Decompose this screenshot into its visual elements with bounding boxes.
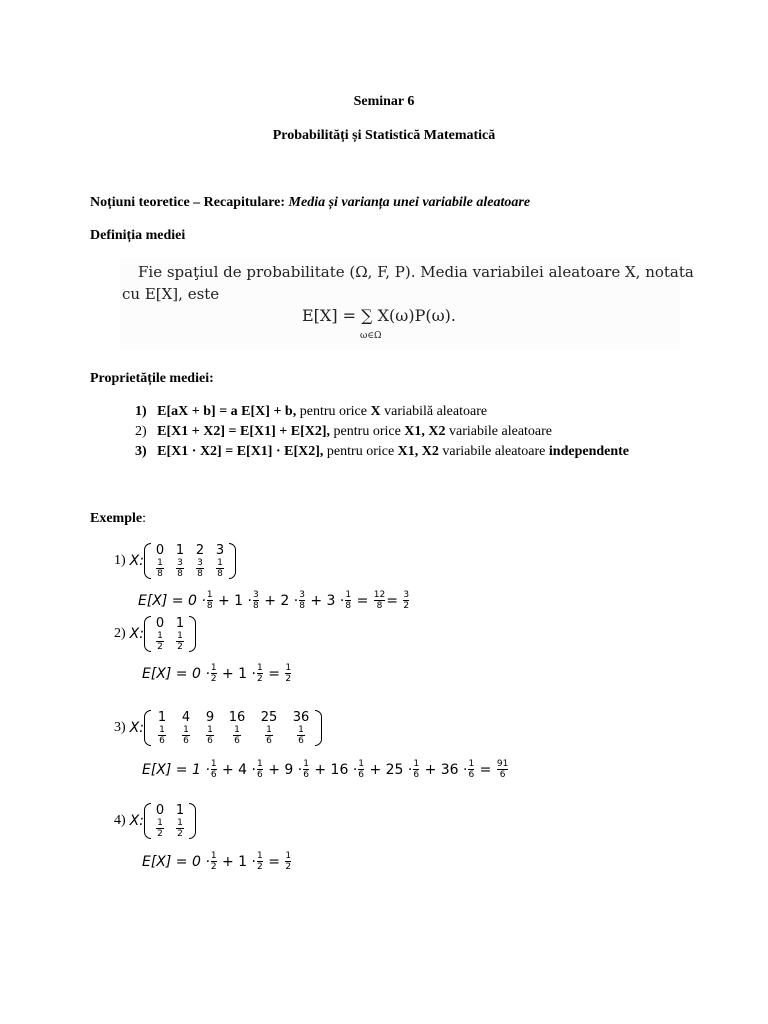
fraction: $\frac{3}{2}$ [403,590,410,611]
fraction: $\frac{12}{8}$ [373,590,386,611]
definition-sum-index: ω∈Ω [360,331,382,341]
fraction: $\frac{1}{6}$ [468,759,475,780]
prob-cell: 1 6 [298,725,304,746]
fraction: $\frac{91}{6}$ [496,759,509,780]
example-4 [114,803,196,839]
value-cell: 0 [155,803,165,818]
term: + 1 · [222,665,256,682]
fraction: $\frac{1}{6}$ [358,759,365,780]
term: + 4 · [222,761,256,778]
example-4-num: 4) [114,813,126,828]
example-3-num: 3) [114,720,126,735]
example-2-num: 2) [114,626,126,641]
value-cell: 36 [292,710,310,725]
exemple-colon: : [142,511,146,526]
fraction: $\frac{1}{6}$ [413,759,420,780]
value-cell: 9 [205,710,215,725]
value-cell: 16 [228,710,246,725]
proprietati-heading: Proprietățile mediei: [90,371,214,386]
x-label: X: [129,720,144,736]
fraction: $\frac{1}{6}$ [257,759,263,780]
prob-cell: 1 6 [183,725,189,746]
value-cell: 4 [181,710,191,725]
definition-line1: Fie spaţiul de probabilitate (Ω, F, P). Media variabilei aleatoare X, notata [138,263,694,281]
expectation-lhs: E[X] = 1 · [142,761,210,778]
definitia-heading: Definiția mediei [90,228,186,243]
equals: = [479,761,492,778]
property-2 [135,424,552,440]
property-1 [135,404,487,420]
fraction: $\frac{1}{2}$ [210,663,217,684]
fraction: $\frac{1}{8}$ [345,590,352,611]
expectation-2 [142,663,292,684]
expectation-3 [142,759,509,780]
fraction: $\frac{1}{2}$ [285,663,292,684]
property-2-text: pentru orice [330,424,405,439]
prob-cell: 1 2 [177,818,183,839]
right-paren [189,616,196,652]
fraction: $\frac{1}{6}$ [210,759,217,780]
definition-box [120,258,694,350]
equals: = [386,592,398,609]
prob-cell: 3 8 [197,558,203,579]
example-2 [114,616,196,652]
value-cell: 1 [175,616,185,631]
distribution-matrix [144,803,196,839]
value-cell: 3 [215,543,225,558]
property-3-num: 3) [135,444,147,459]
term: + 3 · [310,592,345,609]
property-1-num: 1) [135,404,147,419]
prob-cell: 3 8 [177,558,183,579]
term: + 9 · [268,761,303,778]
distribution-matrix [144,616,196,652]
prob-cell: 1 6 [266,725,272,746]
left-paren [144,710,151,746]
fraction: $\frac{1}{2}$ [285,851,292,872]
fraction: $\frac{1}{6}$ [303,759,309,780]
property-3-end: independente [548,444,630,459]
expectation-lhs: E[X] = 0 · [142,665,210,682]
property-1-rest: variabilă aleatoare [380,404,488,419]
property-3 [135,444,629,460]
fraction: $\frac{3}{8}$ [299,590,305,611]
fraction: $\frac{3}{8}$ [253,590,259,611]
prob-cell: 1 8 [157,558,163,579]
exemple-heading [90,511,146,527]
property-1-formula: E[aX + b] = a E[X] + b, [157,404,297,419]
fraction: $\frac{1}{2}$ [210,851,217,872]
definition-line2: cu E[X], este [122,285,220,303]
equals: = [356,592,369,609]
left-paren [144,543,151,579]
value-cell: 25 [260,710,278,725]
example-1-num: 1) [114,553,126,568]
prob-cell: 1 6 [159,725,165,746]
notiuni-label: Noțiuni teoretice – Recapitulare: [90,195,286,210]
term: + 1 · [218,592,252,609]
equals: = [268,853,280,870]
x-label: X: [129,813,144,829]
term: + 16 · [314,761,358,778]
expectation-4 [142,851,292,872]
property-3-rest: variabile aleatoare [438,444,549,459]
prob-cell: 1 6 [234,725,240,746]
example-3 [114,710,322,746]
notiuni-line [90,195,530,211]
property-3-text: pentru orice [323,444,398,459]
value-cell: 0 [155,616,165,631]
property-1-text: pentru orice [296,404,371,419]
value-cell: 1 [175,803,185,818]
right-paren [315,710,322,746]
notiuni-topic: Media și varianța unei variabile aleatoare [288,195,531,210]
x-label: X: [129,626,144,642]
distribution-matrix [144,710,322,746]
property-1-vars: X [370,404,381,419]
x-label: X: [129,553,144,569]
expectation-lhs: E[X] = 0 · [142,853,210,870]
term: + 1 · [222,853,256,870]
exemple-label: Exemple [90,511,143,526]
value-cell: 2 [195,543,205,558]
property-2-formula: E[X1 + X2] = E[X1] + E[X2], [157,424,331,439]
right-paren [229,543,236,579]
term: + 2 · [264,592,299,609]
prob-cell: 1 8 [217,558,223,579]
left-paren [144,803,151,839]
property-2-rest: variabile aleatoare [445,424,553,439]
prob-cell: 1 2 [177,631,183,652]
distribution-matrix [144,543,236,579]
term: + 25 · [369,761,413,778]
page-subtitle: Probabilități și Statistică Matematică [272,128,496,143]
value-cell: 0 [155,543,165,558]
right-paren [189,803,196,839]
term: + 36 · [424,761,468,778]
equals: = [268,665,280,682]
value-cell: 1 [175,543,185,558]
prob-cell: 1 2 [157,818,163,839]
property-2-num: 2) [135,424,147,439]
prob-cell: 1 6 [207,725,213,746]
property-3-formula: E[X1 · X2] = E[X1] · E[X2], [157,444,324,459]
expectation-lhs: E[X] = 0 · [138,592,206,609]
example-1 [114,543,236,579]
fraction: $\frac{1}{2}$ [257,663,263,684]
property-2-vars: X1, X2 [404,424,446,439]
definition-formula: E[X] = ∑ X(ω)P(ω). [302,306,456,325]
page-title: Seminar 6 [353,94,415,109]
expectation-1 [138,590,410,611]
fraction: $\frac{1}{8}$ [206,590,213,611]
fraction: $\frac{1}{2}$ [257,851,263,872]
left-paren [144,616,151,652]
prob-cell: 1 2 [157,631,163,652]
property-3-vars: X1, X2 [397,444,439,459]
value-cell: 1 [157,710,167,725]
